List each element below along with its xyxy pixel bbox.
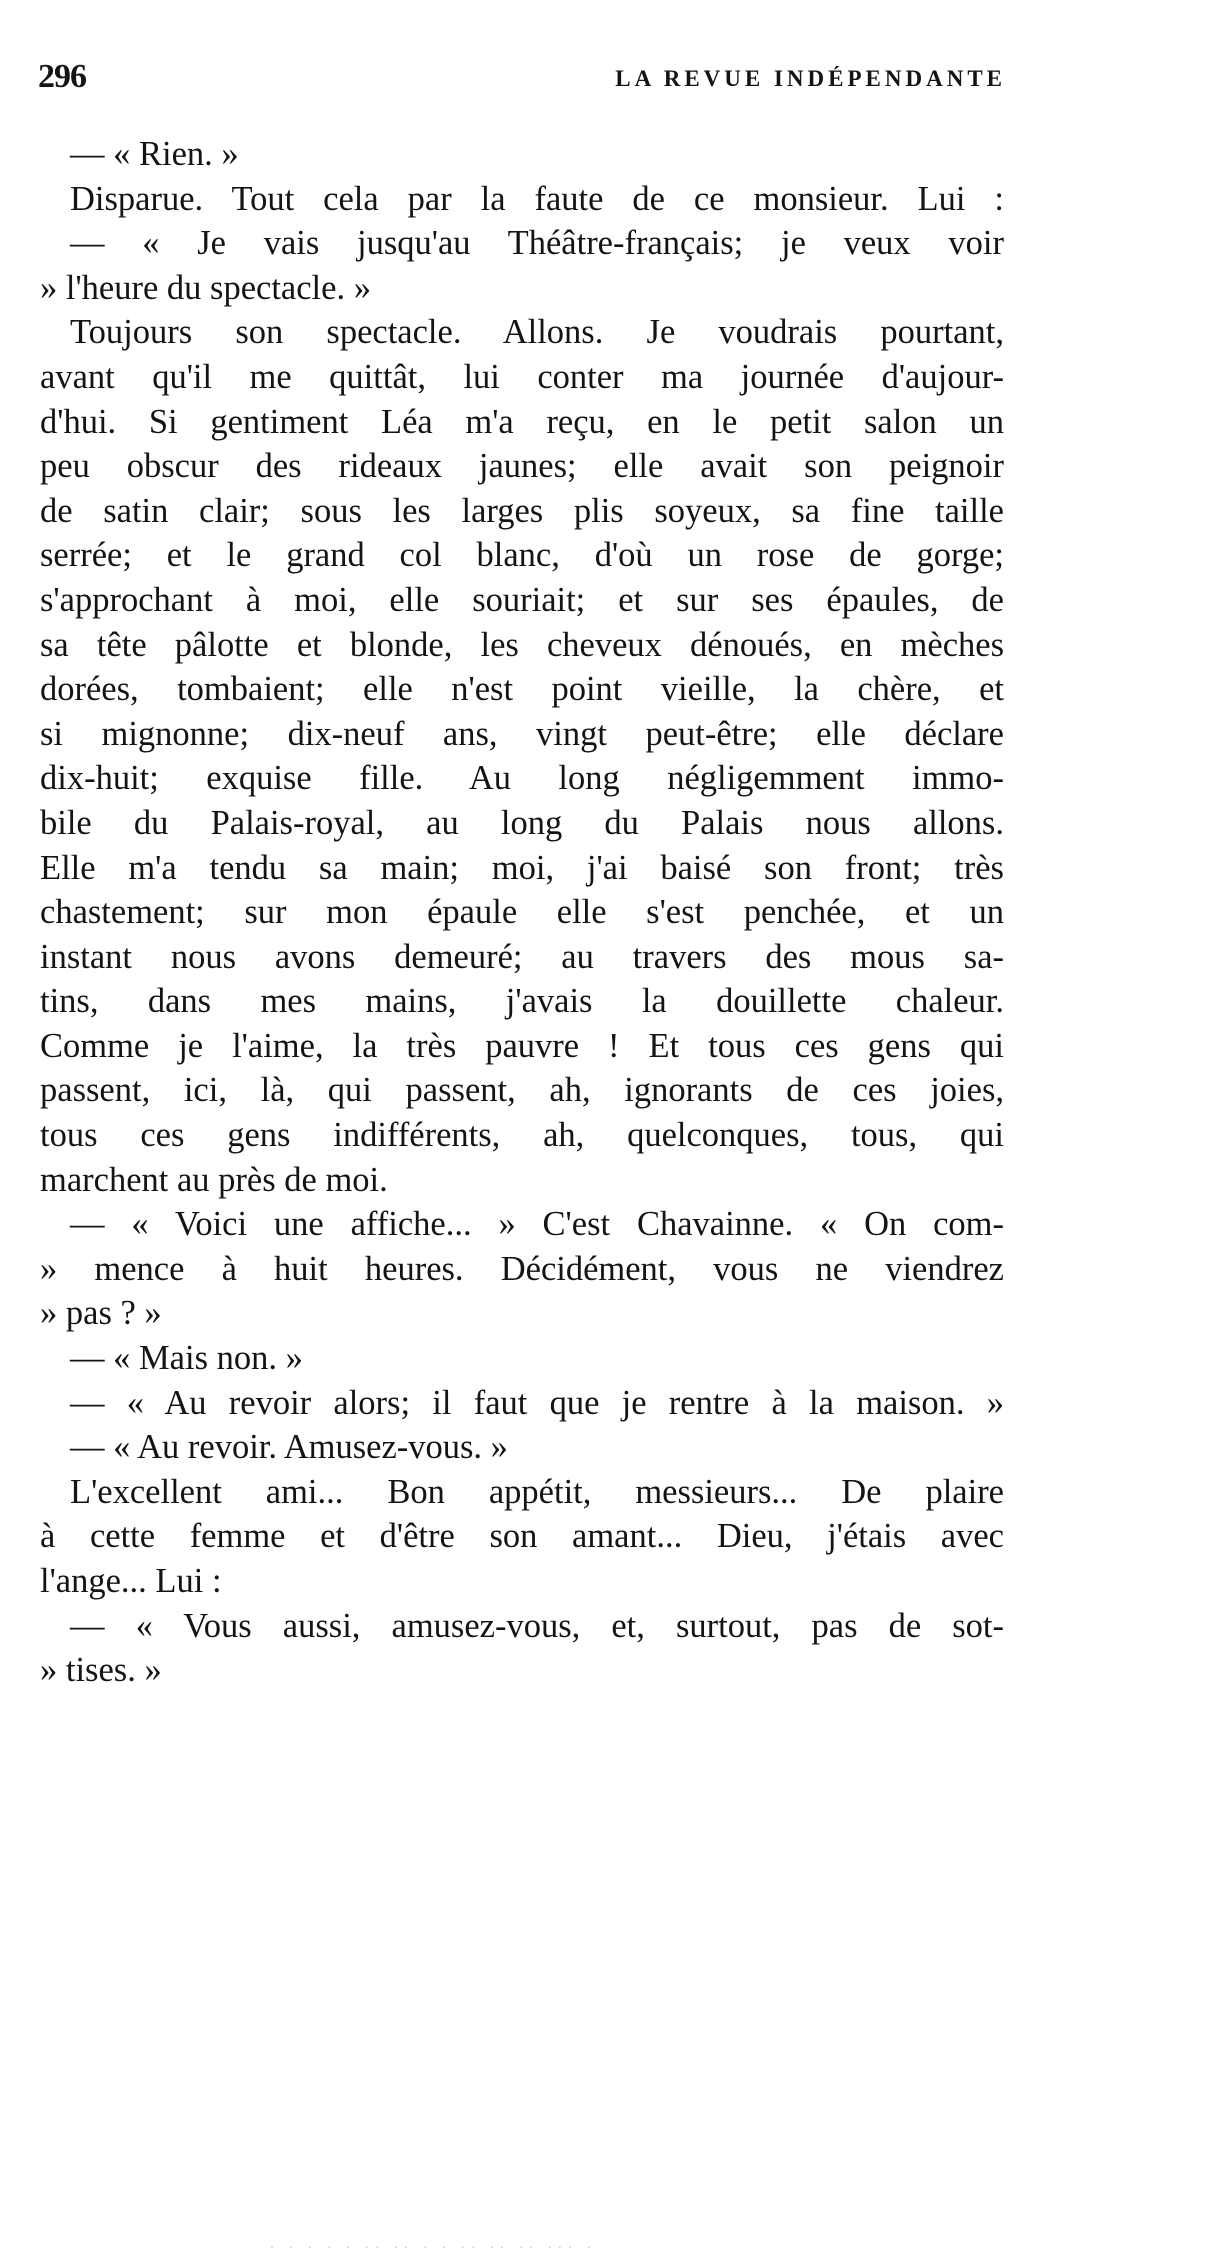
text-line: avant qu'il me quittât, lui conter ma journée d'aujour-	[40, 357, 1004, 396]
scan-noise-marks: · · · · · ·· ·· · · ·· ·· ·· ··· ·	[270, 2240, 597, 2254]
text-line: d'hui. Si gentiment Léa m'a reçu, en le petit salon un	[40, 402, 1004, 441]
text-line: marchent au près de moi.	[40, 1160, 388, 1199]
page-number: 296	[38, 58, 86, 95]
text-line: — « Vous aussi, amusez-vous, et, surtout, pas de sot-	[70, 1606, 1004, 1645]
text-line: chastement; sur mon épaule elle s'est penchée, et un	[40, 893, 1004, 932]
text-line: s'approchant à moi, elle souriait; et sur ses épaules, de	[40, 580, 1004, 619]
text-line: — « Au revoir. Amusez-vous. »	[70, 1428, 508, 1467]
running-header	[38, 58, 1006, 98]
text-line: Elle m'a tendu sa main; moi, j'ai baisé son front; très	[40, 848, 1004, 887]
text-line: passent, ici, là, qui passent, ah, ignorants de ces joies,	[40, 1071, 1004, 1110]
text-line: sa tête pâlotte et blonde, les cheveux dénoués, en mèches	[40, 625, 1004, 664]
text-line: de satin clair; sous les larges plis soyeux, sa fine taille	[40, 491, 1004, 530]
text-line: l'ange... Lui :	[40, 1562, 222, 1600]
text-line: L'excellent ami... Bon appétit, messieurs... De plaire	[70, 1472, 1004, 1511]
text-line: — « Au revoir alors; il faut que je rentre à la maison. »	[70, 1383, 1004, 1422]
text-line: bile du Palais-royal, au long du Palais nous allons.	[40, 803, 1004, 842]
text-line: — « Je vais jusqu'au Théâtre-français; je veux voir	[70, 224, 1004, 263]
text-line: à cette femme et d'être son amant... Dieu, j'étais avec	[40, 1517, 1004, 1556]
text-line: si mignonne; dix-neuf ans, vingt peut-être; elle déclare	[40, 714, 1004, 753]
text-line: » l'heure du spectacle. »	[40, 268, 371, 307]
text-line: » pas ? »	[40, 1294, 162, 1333]
text-line: dix-huit; exquise fille. Au long négligemment immo-	[40, 759, 1004, 798]
text-line: serrée; et le grand col blanc, d'où un rose de gorge;	[40, 536, 1004, 575]
text-line: » tises. »	[40, 1651, 162, 1690]
text-line: Toujours son spectacle. Allons. Je voudrais pourtant,	[70, 313, 1004, 352]
text-line: — « Voici une affiche... » C'est Chavainne. « On com-	[70, 1205, 1004, 1244]
text-line: dorées, tombaient; elle n'est point vieille, la chère, et	[40, 670, 1004, 709]
text-line: tins, dans mes mains, j'avais la douillette chaleur.	[40, 982, 1004, 1021]
text-line: peu obscur des rideaux jaunes; elle avait son peignoir	[40, 447, 1004, 486]
journal-title: LA REVUE INDÉPENDANTE	[615, 66, 1006, 91]
text-line: Disparue. Tout cela par la faute de ce monsieur. Lui :	[70, 179, 1004, 218]
text-line: — « Mais non. »	[70, 1339, 303, 1378]
body-text	[40, 132, 1004, 1693]
text-line: tous ces gens indifférents, ah, quelconques, tous, qui	[40, 1116, 1004, 1155]
text-line: instant nous avons demeuré; au travers des mous sa-	[40, 937, 1004, 976]
text-line: » mence à huit heures. Décidément, vous ne viendrez	[40, 1249, 1004, 1288]
text-line: — « Rien. »	[70, 135, 239, 173]
text-line: Comme je l'aime, la très pauvre ! Et tous ces gens qui	[40, 1026, 1004, 1065]
